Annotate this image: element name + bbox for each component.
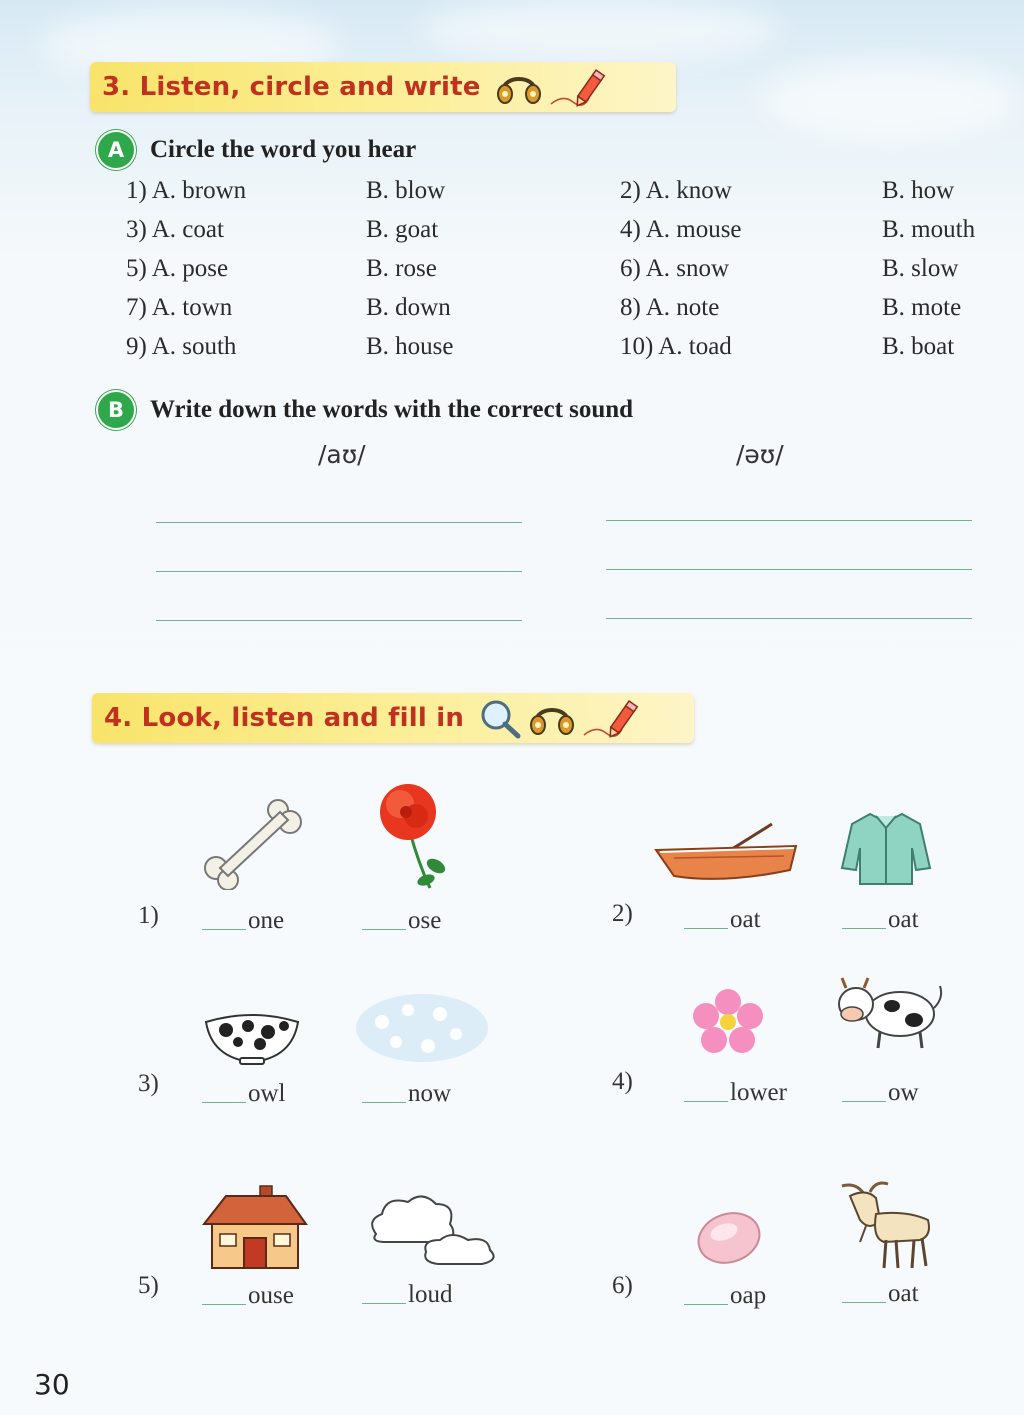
- section-4-header: [92, 693, 694, 743]
- item-number: 5): [138, 1272, 159, 1299]
- blank-line[interactable]: [362, 929, 406, 930]
- pencil-icon: [582, 695, 642, 741]
- fill-in-word[interactable]: [362, 1281, 452, 1309]
- blank-line[interactable]: [842, 928, 886, 929]
- magnifier-icon: [478, 697, 522, 739]
- goat-picture: [836, 1180, 940, 1272]
- word-ending: one: [248, 907, 285, 934]
- word-ending: oat: [888, 906, 919, 933]
- word-ending: loud: [408, 1281, 453, 1308]
- house-picture: [200, 1184, 310, 1272]
- bowl-picture: [202, 1004, 302, 1066]
- option-a[interactable]: 2) A. know: [620, 177, 732, 204]
- fill-in-word[interactable]: [842, 906, 919, 934]
- word-ending: ose: [408, 907, 442, 934]
- option-row: [0, 216, 1024, 246]
- option-a[interactable]: 1) A. brown: [126, 177, 247, 204]
- blank-line[interactable]: [842, 1302, 886, 1303]
- option-b[interactable]: B. down: [366, 294, 451, 321]
- fill-in-word[interactable]: [684, 1282, 766, 1310]
- part-b-heading: [96, 390, 633, 430]
- option-row: [0, 177, 1024, 207]
- option-row: [0, 333, 1024, 363]
- cloud-picture: [362, 1190, 502, 1272]
- item-number: 6): [612, 1272, 633, 1299]
- section-3-header: [90, 62, 676, 112]
- word-ending: ouse: [248, 1282, 294, 1309]
- option-b[interactable]: B. goat: [366, 216, 439, 243]
- blank-line[interactable]: [684, 1304, 728, 1305]
- part-b-badge: B: [96, 390, 136, 430]
- part-a-instruction: Circle the word you hear: [150, 136, 417, 163]
- answer-line-ou[interactable]: [606, 569, 972, 570]
- fill-in-word[interactable]: [202, 907, 284, 935]
- blank-line[interactable]: [842, 1101, 886, 1102]
- part-a-heading: [96, 130, 416, 170]
- answer-line-au[interactable]: [156, 522, 522, 523]
- option-a[interactable]: 3) A. coat: [126, 216, 224, 243]
- fill-in-word[interactable]: [202, 1080, 286, 1108]
- sound-au-label: /aʊ/: [318, 440, 366, 469]
- answer-line-ou[interactable]: [606, 520, 972, 521]
- blank-line[interactable]: [684, 1101, 728, 1102]
- word-ending: ow: [888, 1079, 919, 1106]
- option-b[interactable]: B. mouth: [882, 216, 976, 243]
- option-a[interactable]: 9) A. south: [126, 333, 237, 360]
- bg-cloud: [420, 0, 780, 60]
- blank-line[interactable]: [684, 928, 728, 929]
- headphones-icon: [495, 67, 543, 107]
- option-a[interactable]: 8) A. note: [620, 294, 720, 321]
- bg-cloud: [760, 60, 1020, 140]
- answer-line-ou[interactable]: [606, 618, 972, 619]
- item-number: 2): [612, 900, 633, 927]
- fill-in-word[interactable]: [202, 1282, 294, 1310]
- blank-line[interactable]: [202, 929, 246, 930]
- fill-in-word[interactable]: [684, 1079, 787, 1107]
- boat-picture: [654, 820, 800, 884]
- section-4-title: 4. Look, listen and fill in: [104, 703, 465, 733]
- blank-line[interactable]: [202, 1304, 246, 1305]
- option-b[interactable]: B. mote: [882, 294, 962, 321]
- option-b[interactable]: B. how: [882, 177, 955, 204]
- page-number: 30: [34, 1368, 70, 1401]
- option-a[interactable]: 4) A. mouse: [620, 216, 742, 243]
- soap-picture: [694, 1208, 764, 1268]
- item-number: 3): [138, 1070, 159, 1097]
- option-b[interactable]: B. rose: [366, 255, 437, 282]
- fill-in-word[interactable]: [842, 1280, 919, 1308]
- option-b[interactable]: B. house: [366, 333, 454, 360]
- word-ending: lower: [730, 1079, 787, 1106]
- answer-line-au[interactable]: [156, 571, 522, 572]
- blank-line[interactable]: [362, 1303, 406, 1304]
- option-a[interactable]: 6) A. snow: [620, 255, 730, 282]
- item-number: 4): [612, 1068, 633, 1095]
- option-a[interactable]: 7) A. town: [126, 294, 233, 321]
- fill-in-word[interactable]: [362, 907, 441, 935]
- word-ending: owl: [248, 1080, 286, 1107]
- option-a[interactable]: 5) A. pose: [126, 255, 229, 282]
- flower-picture: [692, 988, 764, 1054]
- fill-in-word[interactable]: [684, 906, 761, 934]
- coat-picture: [840, 808, 932, 886]
- part-b-instruction: Write down the words with the correct sound: [150, 396, 634, 423]
- snow-picture: [352, 988, 492, 1068]
- section-3-title: 3. Listen, circle and write: [102, 72, 481, 102]
- headphones-icon: [528, 698, 576, 738]
- blank-line[interactable]: [202, 1102, 246, 1103]
- pencil-icon: [549, 64, 609, 110]
- word-ending: now: [408, 1080, 452, 1107]
- part-a-badge: A: [96, 130, 136, 170]
- answer-line-au[interactable]: [156, 620, 522, 621]
- bone-picture: [200, 798, 304, 890]
- option-b[interactable]: B. slow: [882, 255, 959, 282]
- cow-picture: [834, 976, 946, 1052]
- option-b[interactable]: B. blow: [366, 177, 446, 204]
- word-ending: oat: [888, 1280, 919, 1307]
- blank-line[interactable]: [362, 1102, 406, 1103]
- rose-picture: [370, 782, 470, 894]
- option-a[interactable]: 10) A. toad: [620, 333, 732, 360]
- option-row: [0, 294, 1024, 324]
- option-row: [0, 255, 1024, 285]
- item-number: 1): [138, 902, 159, 929]
- fill-in-word[interactable]: [842, 1079, 919, 1107]
- option-b[interactable]: B. boat: [882, 333, 955, 360]
- fill-in-word[interactable]: [362, 1080, 451, 1108]
- word-ending: oat: [730, 906, 761, 933]
- word-ending: oap: [730, 1282, 767, 1309]
- sound-ou-label: /əʊ/: [736, 440, 784, 469]
